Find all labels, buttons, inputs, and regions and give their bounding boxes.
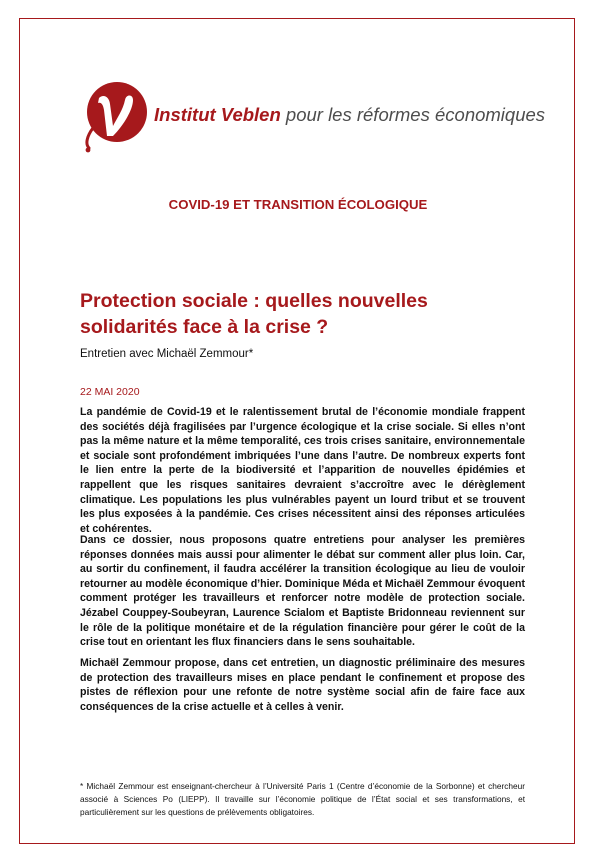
intro-paragraph: La pandémie de Covid-19 et le ralentissement brutal de l’économie mondiale frappent des sociétés déjà fragilisées par l’urgence écologique et la crise sociale. Si elles n’ont pas la même nature et la même temporalité, ces trois crises sanitaire, environnementale et sociale sont profondément imbriquées l’une dans l’autre. De nombreux experts font le lien entre la perte de la biodiversité et l’apparition de nouvelles épidémies et rappellent que les risques sanitaires devraient s’accroître avec le dérèglement climatique. Les populations les plus vulnérables payent un lourd tribut et se trouvent les plus exposées à la pandémie. Ces crises nécessitent ainsi des réponses articulées et cohérentes. [80,406,525,535]
v-logo-icon [79,76,149,156]
interview-paragraph: Michaël Zemmour propose, dans cet entretien, un diagnostic préliminaire des mesures de protection des travailleurs mises en place pendant le confinement et propose des pistes de réflexion pour une refonte de notre système social afin de faire face aux conséquences de la crise actuelle et à celles à venir. [80,657,525,713]
article-date: 22 MAI 2020 [80,386,140,398]
article-subtitle: Entretien avec Michaël Zemmour* [80,348,254,360]
brand-tagline: pour les réformes économiques [280,104,546,125]
section-heading: COVID-19 ET TRANSITION ÉCOLOGIQUE [168,197,428,212]
dossier-paragraph: Dans ce dossier, nous proposons quatre entretiens pour analyser les premières réponses données mais aussi pour alimenter le débat sur comment aller plus loin. Car, au sortir du confinement, il faudra accélérer la transition écologique au lieu de vouloir retourner au modèle économique d’hier. Dominique Méda et Michaël Zemmour évoquent comment protéger les travailleurs et renforcer notre modèle de protection sociale. Jézabel Couppey-Soubeyran, Laurence Scialom et Baptiste Bridonneau reviennent sur le rôle de la politique monétaire et de la régulation financière pour gérer le coût de la crise tout en orientant les flux financiers dans le sens souhaitable. [80,534,526,649]
brand-name: Institut Veblen [154,104,281,125]
brand-wordmark [154,104,545,126]
author-footnote: * Michaël Zemmour est enseignant-chercheur à l’Université Paris 1 (Centre d’économie de la Sorbonne) et chercheur associé à Sciences Po (LIEPP). Il travaille sur l’économie politique de l’État social et ses transformations, et particulièrement sur les questions de prélèvements obligatoires. [80,781,525,817]
article-title: Protection sociale : quelles nouvelles solidarités face à la crise ? [80,290,428,338]
